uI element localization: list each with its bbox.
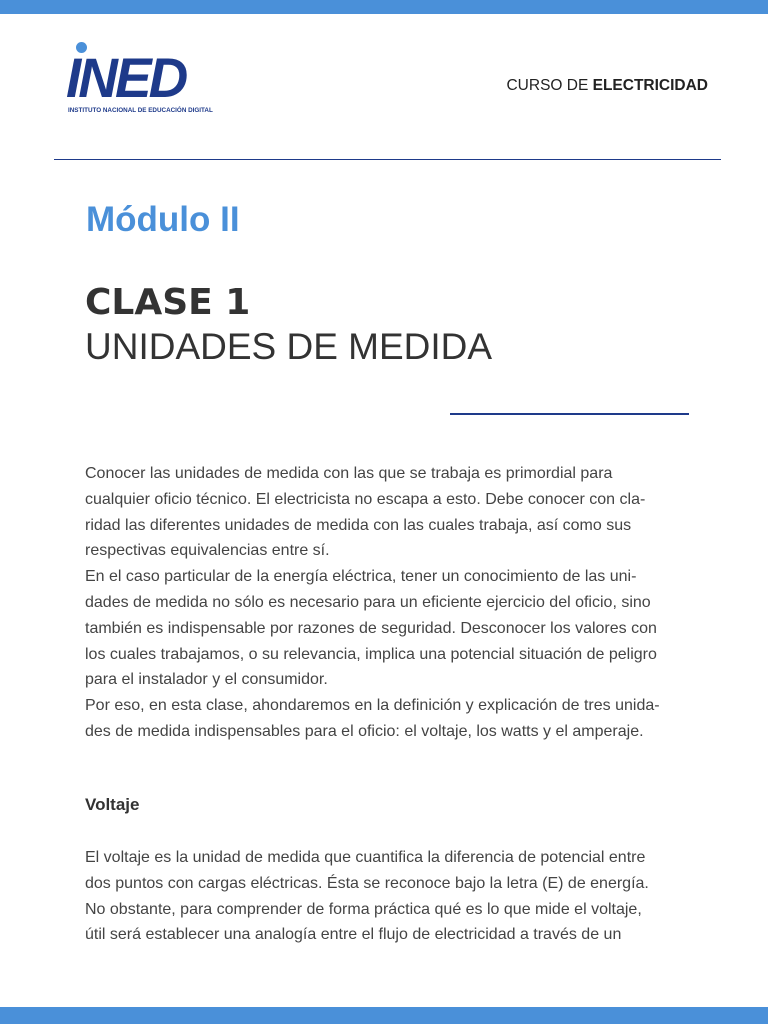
- intro-line: Por eso, en esta clase, ahondaremos en la definición y explicación de tres unida-: [85, 697, 660, 715]
- logo-subtitle: INSTITUTO NACIONAL DE EDUCACIÓN DIGITAL: [68, 107, 213, 114]
- intro-line: los cuales trabajamos, o su relevancia, implica una potencial situación de peligro: [85, 645, 657, 663]
- course-prefix: CURSO DE: [506, 77, 593, 94]
- class-title: CLASE 1: [85, 282, 251, 323]
- ined-logo: [66, 40, 216, 120]
- intro-line: Conocer las unidades de medida con las que se trabaja es primordial para: [85, 465, 613, 482]
- module-title: Módulo II: [86, 200, 240, 239]
- intro-line: des de medida indispensables para el oficio: el voltaje, los watts y el amperaje.: [85, 722, 644, 740]
- intro-line: En el caso particular de la energía eléctrica, tener un conocimiento de las uni-: [85, 568, 637, 586]
- voltaje-line: El voltaje es la unidad de medida que cuantifica la diferencia de potencial entre: [85, 849, 646, 866]
- intro-line: ridad las diferentes unidades de medida con las cuales trabaja, así como sus: [85, 516, 632, 534]
- voltaje-line: dos puntos con cargas eléctricas. Ésta se reconoce bajo la letra (E) de energía.: [85, 874, 649, 892]
- class-subtitle: UNIDADES DE MEDIDA: [85, 326, 493, 367]
- intro-paragraphs: [85, 461, 705, 745]
- intro-line: respectivas equivalencias entre sí.: [85, 542, 330, 560]
- intro-line: para el instalador y el consumidor.: [85, 671, 328, 689]
- logo-wordmark: INED: [66, 46, 186, 109]
- course-name: ELECTRICIDAD: [592, 77, 708, 94]
- voltaje-line: útil será establecer una analogía entre el flujo de electricidad a través de un: [85, 926, 622, 944]
- bottom-accent-bar: [0, 1007, 768, 1024]
- course-label: [506, 77, 708, 95]
- title-divider: [450, 413, 689, 415]
- voltaje-paragraph: [85, 845, 705, 948]
- intro-line: dades de medida no sólo es necesario para un eficiente ejercicio del oficio, sino: [85, 593, 651, 611]
- voltaje-line: No obstante, para comprender de forma práctica qué es lo que mide el voltaje,: [85, 900, 642, 918]
- section-heading-voltaje: Voltaje: [85, 795, 140, 814]
- intro-line: también es indispensable por razones de seguridad. Desconocer los valores con: [85, 619, 657, 637]
- top-accent-bar: [0, 0, 768, 14]
- header-divider: [54, 159, 721, 160]
- intro-line: cualquier oficio técnico. El electricista no escapa a esto. Debe conocer con cla-: [85, 490, 646, 508]
